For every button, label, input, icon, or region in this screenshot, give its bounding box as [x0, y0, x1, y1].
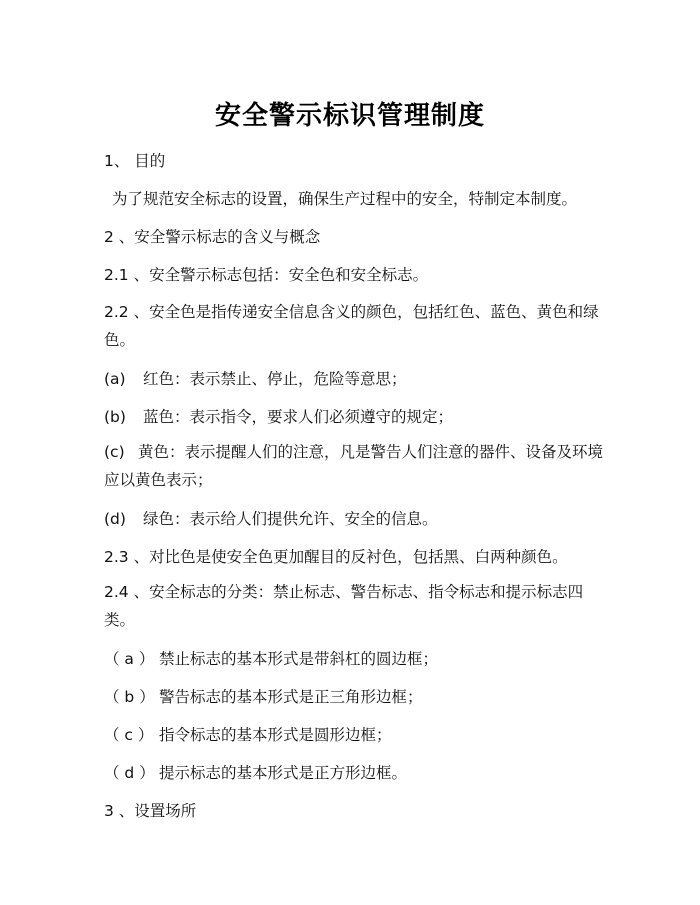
document-title: 安全警示标识管理制度: [214, 101, 485, 131]
sign-item-text: 警告标志的基本形式是正三角形边框；: [158, 688, 423, 706]
sign-item-tag: （ c ）: [104, 726, 154, 744]
sign-item-text: 提示标志的基本形式是正方形边框。: [158, 764, 407, 782]
color-item-a: [104, 364, 604, 394]
section-2-3: 2.3 、对比色是使安全色更加醒目的反衬色，包括黑、白两种颜色。: [104, 548, 568, 566]
color-item-b: [104, 402, 604, 432]
sign-item-tag: （ a ）: [104, 650, 155, 668]
section-2-heading: 2 、安全警示标志的含义与概念: [104, 228, 321, 246]
section-2-4: 2.4 、安全标志的分类：禁止标志、警告标志、指令标志和提示标志四类。: [104, 583, 584, 629]
color-item-c: [104, 438, 604, 494]
color-item-text: 蓝色：表示指令，要求人们必须遵守的规定；: [142, 408, 453, 426]
sign-item-text: 禁止标志的基本形式是带斜杠的圆边框；: [158, 650, 438, 668]
color-item-text: 绿色：表示给人们提供允许、安全的信息。: [142, 510, 438, 528]
sign-item-d: [104, 758, 604, 788]
sign-item-tag: （ d ）: [104, 764, 155, 782]
section-1-body: 为了规范安全标志的设置，确保生产过程中的安全，特制定本制度。: [112, 190, 578, 208]
color-item-tag: (c): [104, 443, 125, 461]
color-item-d: [104, 504, 604, 534]
color-item-text: 黄色：表示提醒人们的注意，凡是警告人们注意的器件、设备及环境应以黄色表示；: [104, 443, 604, 489]
sign-item-c: [104, 720, 604, 750]
sign-item-a: [104, 644, 604, 674]
section-2-2: 2.2 、安全色是指传递安全信息含义的颜色，包括红色、蓝色、黄色和绿色。: [104, 303, 599, 349]
color-item-text: 红色：表示禁止、停止，危险等意思；: [142, 370, 407, 388]
sign-item-text: 指令标志的基本形式是圆形边框；: [158, 726, 392, 744]
sign-item-tag: （ b ）: [104, 688, 155, 706]
section-2-1: 2.1 、安全警示标志包括：安全色和安全标志。: [104, 266, 429, 284]
sign-item-b: [104, 682, 604, 712]
color-item-tag: (d): [104, 510, 126, 528]
color-item-tag: (a): [104, 370, 126, 388]
section-3-heading: 3 、设置场所: [104, 802, 197, 820]
section-1-heading: 1、 目的: [104, 152, 166, 170]
color-item-tag: (b): [104, 408, 126, 426]
